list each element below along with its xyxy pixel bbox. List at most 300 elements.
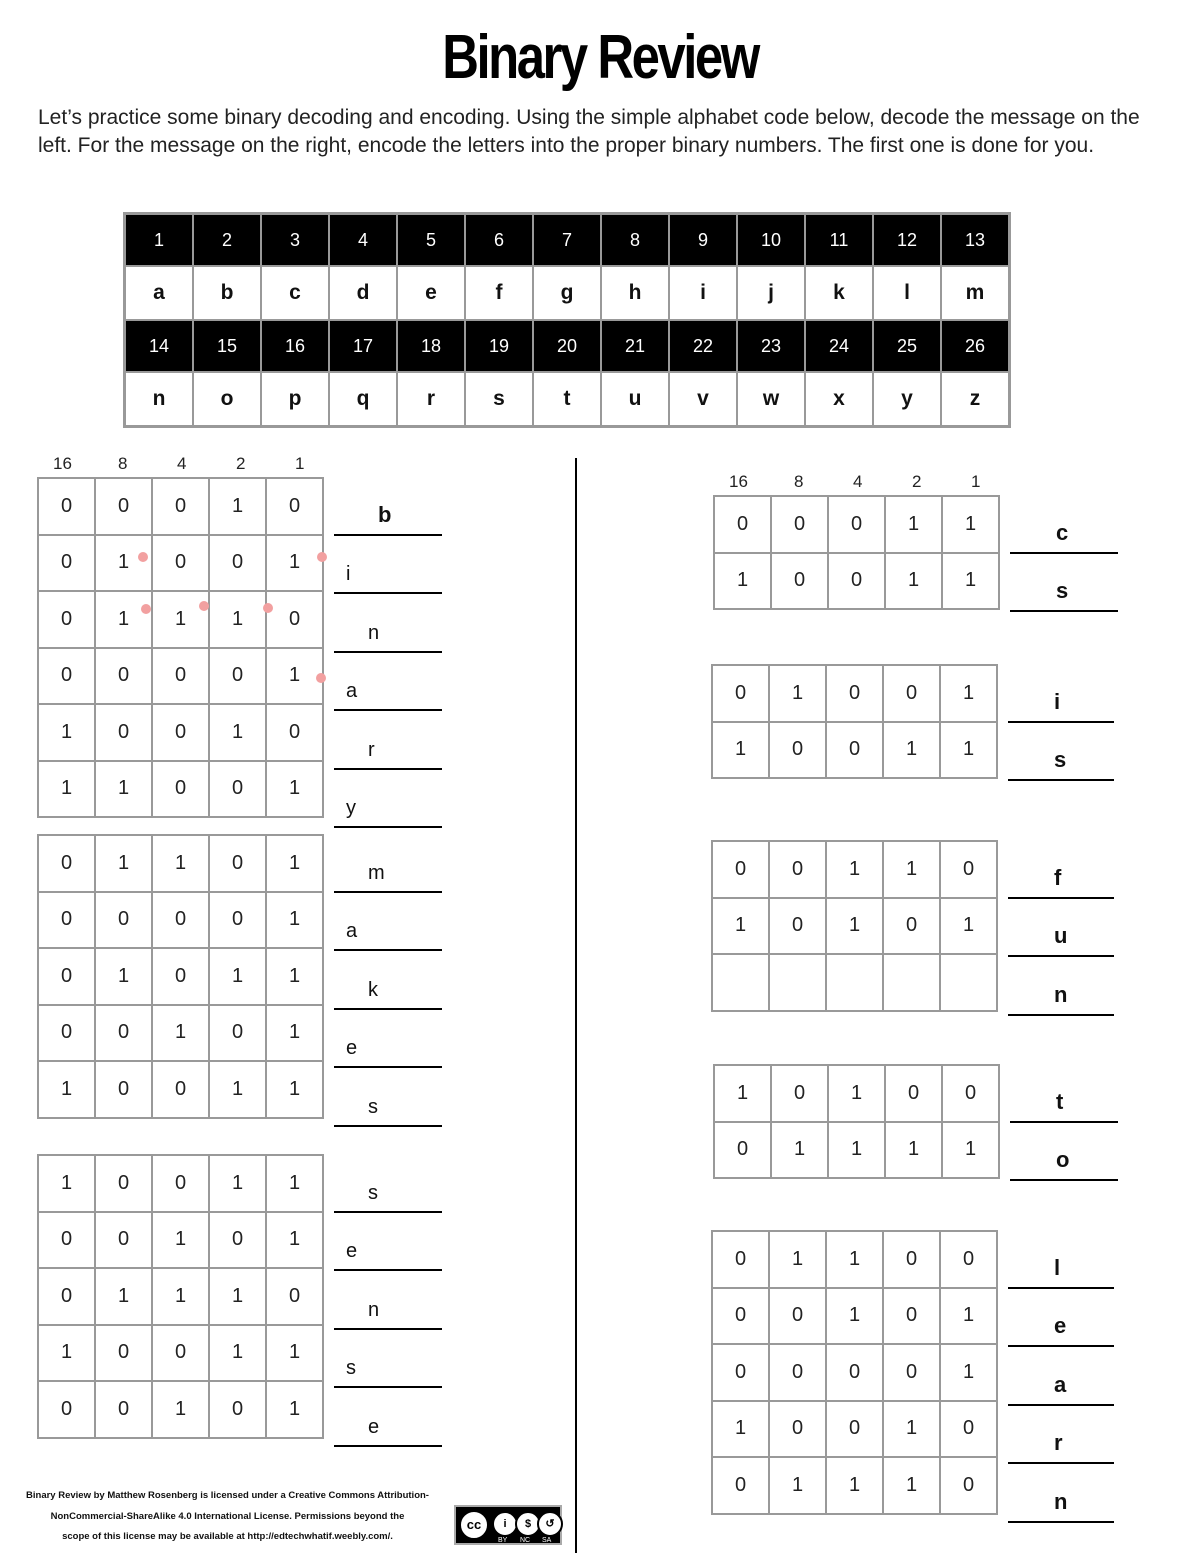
bit-cell[interactable]: 1 <box>266 535 323 592</box>
bit-cell[interactable]: 0 <box>828 496 885 553</box>
bit-row <box>38 1061 323 1118</box>
bit-cell[interactable]: 1 <box>712 1401 769 1458</box>
marker-dot <box>316 673 326 683</box>
bit-cell[interactable]: 0 <box>712 1344 769 1401</box>
bit-cell[interactable]: 1 <box>266 1212 323 1269</box>
bit-cell[interactable]: 0 <box>95 1005 152 1062</box>
left-bit-grid-3 <box>37 1154 324 1439</box>
answer-letter: c <box>1056 519 1069 545</box>
bit-row <box>712 722 997 779</box>
answer-line[interactable] <box>334 1388 442 1447</box>
key-number-cell: 20 <box>533 320 601 372</box>
right-bit-grid-1 <box>713 495 1000 610</box>
bit-row <box>38 1005 323 1062</box>
bit-cell[interactable]: 0 <box>95 478 152 535</box>
bit-cell[interactable]: 0 <box>209 535 266 592</box>
bit-cell[interactable]: 0 <box>883 1288 940 1345</box>
answer-line[interactable] <box>1008 1289 1114 1348</box>
bit-cell[interactable]: 0 <box>826 1401 883 1458</box>
answer-line[interactable] <box>334 1154 442 1213</box>
bit-cell[interactable]: 1 <box>95 591 152 648</box>
key-letter-cell: e <box>397 266 465 320</box>
answer-line[interactable] <box>1010 495 1118 554</box>
bit-row <box>712 841 997 898</box>
bit-cell[interactable]: 0 <box>152 761 209 818</box>
answer-line[interactable] <box>334 1068 442 1127</box>
bit-row <box>38 591 323 648</box>
bit-row <box>712 898 997 955</box>
key-number-cell: 5 <box>397 214 465 267</box>
bit-cell[interactable]: 1 <box>940 898 997 955</box>
bit-cell[interactable] <box>883 954 940 1011</box>
bit-cell[interactable]: 0 <box>769 1344 826 1401</box>
key-row-numbers-1 <box>125 214 1010 267</box>
bit-cell[interactable]: 0 <box>209 648 266 705</box>
bit-cell[interactable]: 1 <box>152 1005 209 1062</box>
key-row-letters-2 <box>125 372 1010 427</box>
bit-cell[interactable]: 0 <box>95 1061 152 1118</box>
bit-cell[interactable]: 0 <box>769 722 826 779</box>
bit-cell[interactable]: 0 <box>95 1212 152 1269</box>
bit-row <box>712 1401 997 1458</box>
answer-letter: s <box>1054 747 1067 772</box>
bit-cell[interactable]: 1 <box>95 761 152 818</box>
answer-letter: s <box>368 1095 378 1118</box>
bit-value-label: 1 <box>971 472 981 491</box>
bit-cell[interactable]: 0 <box>940 1401 997 1458</box>
answer-letter: s <box>346 1357 356 1379</box>
key-letter-cell: x <box>805 372 873 427</box>
key-number-cell: 19 <box>465 320 533 372</box>
key-number-cell: 26 <box>941 320 1010 372</box>
bit-row <box>714 496 999 553</box>
bit-cell[interactable]: 1 <box>826 1231 883 1288</box>
bit-cell[interactable]: 1 <box>152 1381 209 1438</box>
right-answer-column-4 <box>1010 1064 1118 1181</box>
bit-cell[interactable]: 1 <box>769 1457 826 1514</box>
key-number-cell: 22 <box>669 320 737 372</box>
bit-cell[interactable]: 0 <box>152 1325 209 1382</box>
key-letter-cell: r <box>397 372 465 427</box>
bit-cell[interactable]: 1 <box>885 496 942 553</box>
key-letter-cell: i <box>669 266 737 320</box>
bit-cell[interactable]: 0 <box>209 835 266 892</box>
answer-line[interactable] <box>334 834 442 893</box>
bit-row <box>38 835 323 892</box>
bit-cell[interactable]: 0 <box>152 648 209 705</box>
bit-row <box>714 1122 999 1179</box>
bit-cell[interactable]: 0 <box>712 665 769 722</box>
bit-cell[interactable]: 0 <box>152 948 209 1005</box>
bit-cell[interactable]: 0 <box>885 1065 942 1122</box>
answer-line[interactable] <box>334 1213 442 1272</box>
key-number-cell: 11 <box>805 214 873 267</box>
bit-cell[interactable]: 1 <box>940 1288 997 1345</box>
key-number-cell: 7 <box>533 214 601 267</box>
bit-cell[interactable]: 1 <box>712 722 769 779</box>
bit-cell[interactable]: 0 <box>826 722 883 779</box>
bit-cell[interactable]: 0 <box>95 1381 152 1438</box>
bit-cell[interactable]: 1 <box>38 1061 95 1118</box>
bit-cell[interactable]: 0 <box>712 841 769 898</box>
key-letter-cell: f <box>465 266 533 320</box>
answer-letter: b <box>378 501 392 527</box>
bit-cell[interactable]: 0 <box>883 1231 940 1288</box>
bit-cell[interactable]: 1 <box>714 1065 771 1122</box>
bit-value-label: 2 <box>912 472 922 491</box>
answer-line[interactable] <box>1008 899 1114 958</box>
answer-line[interactable] <box>1008 957 1114 1016</box>
key-number-cell: 18 <box>397 320 465 372</box>
intro-text: Let’s practice some binary decoding and encoding. Using the simple alphabet code below, decode the message on the left. For the message on the right, encode the letters into the proper binary numbers. The first one is done for you. <box>38 106 1140 157</box>
marker-dot <box>199 601 209 611</box>
answer-letter: e <box>368 1415 380 1438</box>
bit-cell[interactable]: 1 <box>209 948 266 1005</box>
bit-cell[interactable]: 0 <box>209 892 266 949</box>
bit-cell[interactable]: 0 <box>266 591 323 648</box>
badge-label-sa: SA <box>542 1537 552 1544</box>
bit-cell[interactable]: 1 <box>885 1122 942 1179</box>
alphabet-key <box>123 212 1011 428</box>
bit-cell[interactable]: 1 <box>883 841 940 898</box>
bit-cell[interactable]: 0 <box>38 1212 95 1269</box>
bit-cell[interactable]: 0 <box>712 1288 769 1345</box>
answer-letter: n <box>1054 1488 1068 1514</box>
bit-cell[interactable]: 0 <box>38 648 95 705</box>
answer-line[interactable] <box>1010 1123 1118 1182</box>
bit-cell[interactable]: 1 <box>266 1005 323 1062</box>
bit-cell[interactable]: 0 <box>769 898 826 955</box>
right-answer-column-3 <box>1008 840 1114 1016</box>
bit-cell[interactable]: 0 <box>95 704 152 761</box>
right-bit-grid-3 <box>711 840 998 1012</box>
answer-line[interactable] <box>1008 1406 1114 1465</box>
bit-row <box>38 704 323 761</box>
bit-cell[interactable] <box>940 954 997 1011</box>
right-bit-grid-5 <box>711 1230 998 1515</box>
bit-cell[interactable]: 0 <box>771 1065 828 1122</box>
bit-cell[interactable]: 1 <box>209 591 266 648</box>
bit-cell[interactable]: 0 <box>209 1212 266 1269</box>
marker-dot <box>317 552 327 562</box>
answer-line[interactable] <box>1008 1347 1114 1406</box>
key-number-cell: 23 <box>737 320 805 372</box>
bit-cell[interactable]: 0 <box>209 761 266 818</box>
key-letter-cell: d <box>329 266 397 320</box>
bit-cell[interactable]: 0 <box>883 1344 940 1401</box>
key-letter-cell: y <box>873 372 941 427</box>
bit-cell[interactable]: 0 <box>95 648 152 705</box>
bit-row <box>38 948 323 1005</box>
bit-cell[interactable]: 0 <box>152 704 209 761</box>
bit-row <box>712 1457 997 1514</box>
right-bit-grid-4 <box>713 1064 1000 1179</box>
key-number-cell: 6 <box>465 214 533 267</box>
left-answer-column-3 <box>334 1154 442 1447</box>
bit-cell[interactable]: 0 <box>883 665 940 722</box>
bit-cell[interactable]: 1 <box>209 1061 266 1118</box>
answer-line[interactable] <box>334 653 442 712</box>
answer-letter: a <box>346 680 358 702</box>
bit-cell[interactable]: 1 <box>714 553 771 610</box>
bit-cell[interactable]: 0 <box>771 553 828 610</box>
bit-cell[interactable]: 1 <box>152 835 209 892</box>
bit-cell[interactable]: 0 <box>769 841 826 898</box>
answer-letter: n <box>368 621 380 644</box>
bit-cell[interactable]: 0 <box>714 496 771 553</box>
bit-cell[interactable]: 1 <box>769 665 826 722</box>
bit-cell[interactable]: 1 <box>38 704 95 761</box>
bit-cell[interactable]: 1 <box>940 722 997 779</box>
bit-cell[interactable]: 1 <box>771 1122 828 1179</box>
key-letter-cell: g <box>533 266 601 320</box>
bit-cell[interactable]: 1 <box>942 553 999 610</box>
key-letter-cell: q <box>329 372 397 427</box>
bit-cell[interactable]: 0 <box>266 704 323 761</box>
bit-cell[interactable]: 1 <box>266 835 323 892</box>
bit-value-label: 8 <box>118 454 128 473</box>
bit-value-label: 16 <box>53 454 72 473</box>
bit-cell[interactable] <box>712 954 769 1011</box>
bit-cell[interactable]: 0 <box>152 535 209 592</box>
answer-letter: o <box>1056 1147 1070 1172</box>
answer-line[interactable] <box>1010 554 1118 613</box>
key-letter-cell: w <box>737 372 805 427</box>
answer-letter: n <box>368 1298 380 1321</box>
bit-cell[interactable]: 0 <box>712 1231 769 1288</box>
bit-cell[interactable]: 0 <box>209 1005 266 1062</box>
bit-cell[interactable]: 0 <box>828 553 885 610</box>
bit-cell[interactable]: 0 <box>266 1268 323 1325</box>
bit-cell[interactable]: 0 <box>266 478 323 535</box>
bit-cell[interactable]: 1 <box>266 648 323 705</box>
bit-cell[interactable]: 0 <box>95 892 152 949</box>
answer-line[interactable] <box>334 1010 442 1069</box>
key-letter-cell: t <box>533 372 601 427</box>
bit-cell[interactable]: 1 <box>940 1344 997 1401</box>
answer-line[interactable] <box>334 1330 442 1389</box>
bit-cell[interactable]: 0 <box>38 948 95 1005</box>
key-letter-cell: u <box>601 372 669 427</box>
bit-cell[interactable]: 0 <box>826 1344 883 1401</box>
bit-cell[interactable]: 1 <box>769 1231 826 1288</box>
bit-cell[interactable]: 1 <box>266 761 323 818</box>
left-bit-grid-2 <box>37 834 324 1119</box>
bit-cell[interactable]: 0 <box>883 898 940 955</box>
bit-cell[interactable]: 0 <box>38 835 95 892</box>
bit-value-label: 2 <box>236 454 246 473</box>
key-number-cell: 10 <box>737 214 805 267</box>
answer-letter: i <box>1054 688 1061 714</box>
noncommercial-icon: $ <box>515 1511 541 1537</box>
bit-cell[interactable]: 1 <box>209 1325 266 1382</box>
bit-cell[interactable]: 0 <box>152 1155 209 1212</box>
bit-cell[interactable]: 0 <box>769 1401 826 1458</box>
key-number-cell: 24 <box>805 320 873 372</box>
bit-cell[interactable]: 1 <box>95 835 152 892</box>
bit-row <box>38 1325 323 1382</box>
bit-cell[interactable]: 0 <box>209 1381 266 1438</box>
answer-line[interactable] <box>1008 840 1114 899</box>
bit-cell[interactable]: 0 <box>152 1061 209 1118</box>
answer-line[interactable] <box>334 893 442 952</box>
bit-cell[interactable]: 1 <box>209 704 266 761</box>
key-number-cell: 3 <box>261 214 329 267</box>
answer-line[interactable] <box>334 536 442 595</box>
answer-letter: r <box>1054 1430 1063 1455</box>
answer-line[interactable] <box>334 477 442 536</box>
bit-cell[interactable]: 1 <box>266 1155 323 1212</box>
bit-cell[interactable]: 0 <box>38 1268 95 1325</box>
key-number-cell: 25 <box>873 320 941 372</box>
key-letter-cell: v <box>669 372 737 427</box>
bit-row <box>38 648 323 705</box>
key-letter-cell: p <box>261 372 329 427</box>
bit-cell[interactable]: 1 <box>95 1268 152 1325</box>
bit-cell[interactable]: 1 <box>712 898 769 955</box>
bit-cell[interactable]: 1 <box>266 1325 323 1382</box>
right-answer-column-2 <box>1008 664 1114 781</box>
bit-row <box>712 1288 997 1345</box>
bit-cell[interactable]: 1 <box>209 1155 266 1212</box>
bit-cell[interactable]: 1 <box>885 553 942 610</box>
bit-cell[interactable]: 0 <box>152 478 209 535</box>
bit-cell[interactable] <box>769 954 826 1011</box>
license-line-3: scope of this license may be available at http://edtechwhatif.weebly.com/. <box>62 1531 393 1542</box>
bit-cell[interactable]: 1 <box>38 1155 95 1212</box>
license-line-2: NonCommercial-ShareAlike 4.0 International License. Permissions beyond the <box>50 1510 405 1522</box>
bit-row <box>712 1344 997 1401</box>
bit-row <box>714 553 999 610</box>
bit-cell[interactable]: 0 <box>826 665 883 722</box>
marker-dot <box>141 604 151 614</box>
answer-line[interactable] <box>1010 1064 1118 1123</box>
bit-row <box>38 1268 323 1325</box>
answer-line[interactable] <box>334 951 442 1010</box>
bit-cell[interactable]: 1 <box>38 1325 95 1382</box>
badge-label-nc: NC <box>520 1537 531 1544</box>
bit-cell[interactable]: 1 <box>883 1401 940 1458</box>
bit-cell[interactable]: 1 <box>826 1457 883 1514</box>
answer-letter: e <box>346 1240 358 1262</box>
key-number-cell: 13 <box>941 214 1010 267</box>
left-answer-column-2 <box>334 834 442 1127</box>
bit-cell[interactable]: 1 <box>828 1122 885 1179</box>
bit-cell[interactable]: 1 <box>266 1381 323 1438</box>
bit-cell[interactable]: 1 <box>152 1268 209 1325</box>
attribution-icon: i <box>492 1511 518 1537</box>
bit-value-label: 8 <box>794 472 804 491</box>
bit-cell[interactable]: 1 <box>152 1212 209 1269</box>
key-letter-cell: b <box>193 266 261 320</box>
bit-row <box>38 1155 323 1212</box>
bit-cell[interactable]: 0 <box>940 841 997 898</box>
bit-cell[interactable]: 0 <box>38 478 95 535</box>
bit-cell[interactable]: 0 <box>38 535 95 592</box>
key-letter-cell: o <box>193 372 261 427</box>
bit-cell[interactable]: 1 <box>266 1061 323 1118</box>
bit-value-label: 1 <box>295 454 305 473</box>
right-answer-column-5 <box>1008 1230 1114 1523</box>
bit-cell[interactable]: 1 <box>883 1457 940 1514</box>
answer-line[interactable] <box>1008 664 1114 723</box>
bit-cell[interactable]: 0 <box>940 1457 997 1514</box>
cc-logo-icon: cc <box>459 1510 489 1540</box>
key-letter-cell: m <box>941 266 1010 320</box>
bit-cell[interactable]: 0 <box>95 1155 152 1212</box>
creative-commons-badge <box>454 1505 562 1545</box>
bit-row <box>38 1212 323 1269</box>
bit-cell[interactable]: 1 <box>95 535 152 592</box>
bit-cell[interactable] <box>826 954 883 1011</box>
marker-dot <box>138 552 148 562</box>
bit-cell[interactable]: 0 <box>38 892 95 949</box>
right-answer-column-1 <box>1010 495 1118 612</box>
bit-cell[interactable]: 1 <box>826 1288 883 1345</box>
answer-line[interactable] <box>334 1271 442 1330</box>
bit-cell[interactable]: 1 <box>940 665 997 722</box>
bit-cell[interactable]: 0 <box>940 1231 997 1288</box>
bit-cell[interactable]: 0 <box>714 1122 771 1179</box>
key-number-cell: 21 <box>601 320 669 372</box>
answer-line[interactable] <box>334 770 442 829</box>
key-number-cell: 14 <box>125 320 194 372</box>
bit-cell[interactable]: 0 <box>95 1325 152 1382</box>
left-answer-column-1 <box>334 477 442 828</box>
bit-cell[interactable]: 1 <box>209 1268 266 1325</box>
bit-row <box>38 1381 323 1438</box>
key-number-cell: 9 <box>669 214 737 267</box>
bit-cell[interactable]: 1 <box>38 761 95 818</box>
key-row-letters-1 <box>125 266 1010 320</box>
answer-line[interactable] <box>1008 723 1114 782</box>
answer-letter: a <box>346 920 358 942</box>
bit-cell[interactable]: 1 <box>826 841 883 898</box>
bit-cell[interactable]: 1 <box>828 1065 885 1122</box>
bit-row <box>712 1231 997 1288</box>
bit-cell[interactable]: 1 <box>883 722 940 779</box>
bit-cell[interactable]: 0 <box>38 1005 95 1062</box>
key-row-numbers-2 <box>125 320 1010 372</box>
bit-cell[interactable]: 1 <box>266 948 323 1005</box>
bit-cell[interactable]: 0 <box>771 496 828 553</box>
key-letter-cell: h <box>601 266 669 320</box>
answer-letter: m <box>368 861 385 884</box>
bit-cell[interactable]: 0 <box>152 892 209 949</box>
answer-line[interactable] <box>334 711 442 770</box>
page-title: Binary Review <box>442 23 758 92</box>
bit-cell[interactable]: 0 <box>942 1065 999 1122</box>
bit-cell[interactable]: 1 <box>266 892 323 949</box>
bit-cell[interactable]: 1 <box>209 478 266 535</box>
bit-cell[interactable]: 1 <box>826 898 883 955</box>
answer-line[interactable] <box>1008 1464 1114 1523</box>
answer-line[interactable] <box>1008 1230 1114 1289</box>
key-letter-cell: s <box>465 372 533 427</box>
bit-cell[interactable]: 1 <box>152 591 209 648</box>
bit-cell[interactable]: 1 <box>95 948 152 1005</box>
bit-cell[interactable]: 1 <box>942 496 999 553</box>
bit-cell[interactable]: 0 <box>38 591 95 648</box>
bit-value-label: 4 <box>853 472 863 491</box>
license-line-1: Binary Review by Matthew Rosenberg is licensed under a Creative Commons Attribution- <box>26 1490 429 1501</box>
bit-cell[interactable]: 0 <box>38 1381 95 1438</box>
bit-row <box>714 1065 999 1122</box>
bit-cell[interactable]: 0 <box>769 1288 826 1345</box>
bit-cell[interactable]: 1 <box>942 1122 999 1179</box>
answer-line[interactable] <box>334 594 442 653</box>
bit-cell[interactable]: 0 <box>712 1457 769 1514</box>
